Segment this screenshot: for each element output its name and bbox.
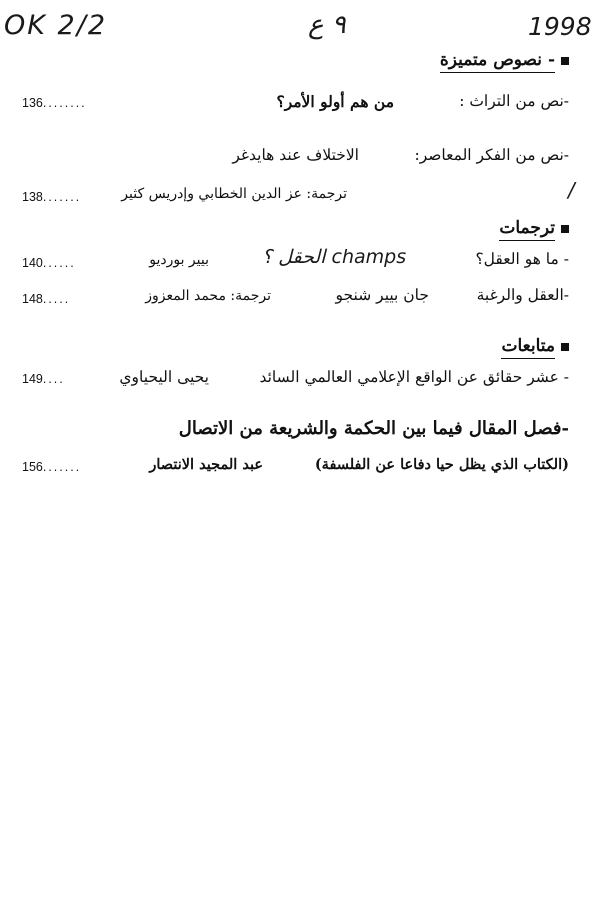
- entry-label-contemporary: -نص من الفكر المعاصر:: [414, 146, 569, 164]
- handwritten-translation-note: الحقل ؟ champs: [262, 246, 407, 268]
- entry-title-contemporary: الاختلاف عند هايدغر: [232, 146, 359, 164]
- entry-title-what-is-reason: - ما هو العقل؟: [475, 250, 569, 268]
- handwritten-ref-note: OK 2/2: [4, 10, 107, 41]
- handwritten-year: 1998: [528, 12, 592, 41]
- entry-page-intisar: 156.......: [22, 460, 82, 474]
- entry-title-reason-desire: -العقل والرغبة: [476, 286, 569, 304]
- entry-author-yahyaoui: يحيى اليحياوي: [119, 368, 209, 386]
- square-bullet-icon: [561, 225, 569, 233]
- entry-author-changeux: جان بيير شنجو: [335, 286, 429, 304]
- entry-author-intisar: عبد المجيد الانتصار: [149, 456, 263, 473]
- entry-page-heritage: 136........: [22, 96, 87, 110]
- entry-page-yahyaoui: 149....: [22, 372, 65, 386]
- entry-label-heritage: -نص من التراث :: [459, 92, 569, 110]
- entry-author-bourdieu: بيير بورديو: [149, 252, 209, 268]
- entry-credit-maazouz: ترجمة: محمد المعزوز: [145, 288, 271, 304]
- entry-subtitle-fasl: (الكتاب الذي يظل حيا دفاعا عن الفلسفة): [314, 456, 569, 473]
- entry-title-heritage: من هم أولو الأمر؟: [276, 92, 394, 111]
- square-bullet-icon: [561, 343, 569, 351]
- section-heading-translations: ترجمات: [499, 218, 569, 238]
- entry-page-bourdieu: 140......: [22, 256, 76, 270]
- handwritten-issue-mark: ٩ ع: [308, 10, 346, 40]
- section-heading-distinguished-texts: - نصوص متميزة: [440, 50, 569, 70]
- entry-credit-contemporary: ترجمة: عز الدين الخطابي وإدريس كثير: [121, 186, 347, 202]
- entry-title-fasl-al-maqal: -فصل المقال فيما بين الحكمة والشريعة من الاتصال: [178, 418, 569, 439]
- entry-page-changeux: 148.....: [22, 292, 71, 306]
- handwritten-margin-tick: /: [568, 178, 575, 202]
- square-bullet-icon: [561, 57, 569, 65]
- section-heading-followups: متابعات: [501, 336, 569, 356]
- entry-page-contemporary: 138.......: [22, 190, 82, 204]
- entry-title-ten-facts: - عشر حقائق عن الواقع الإعلامي العالمي السائد: [259, 368, 569, 386]
